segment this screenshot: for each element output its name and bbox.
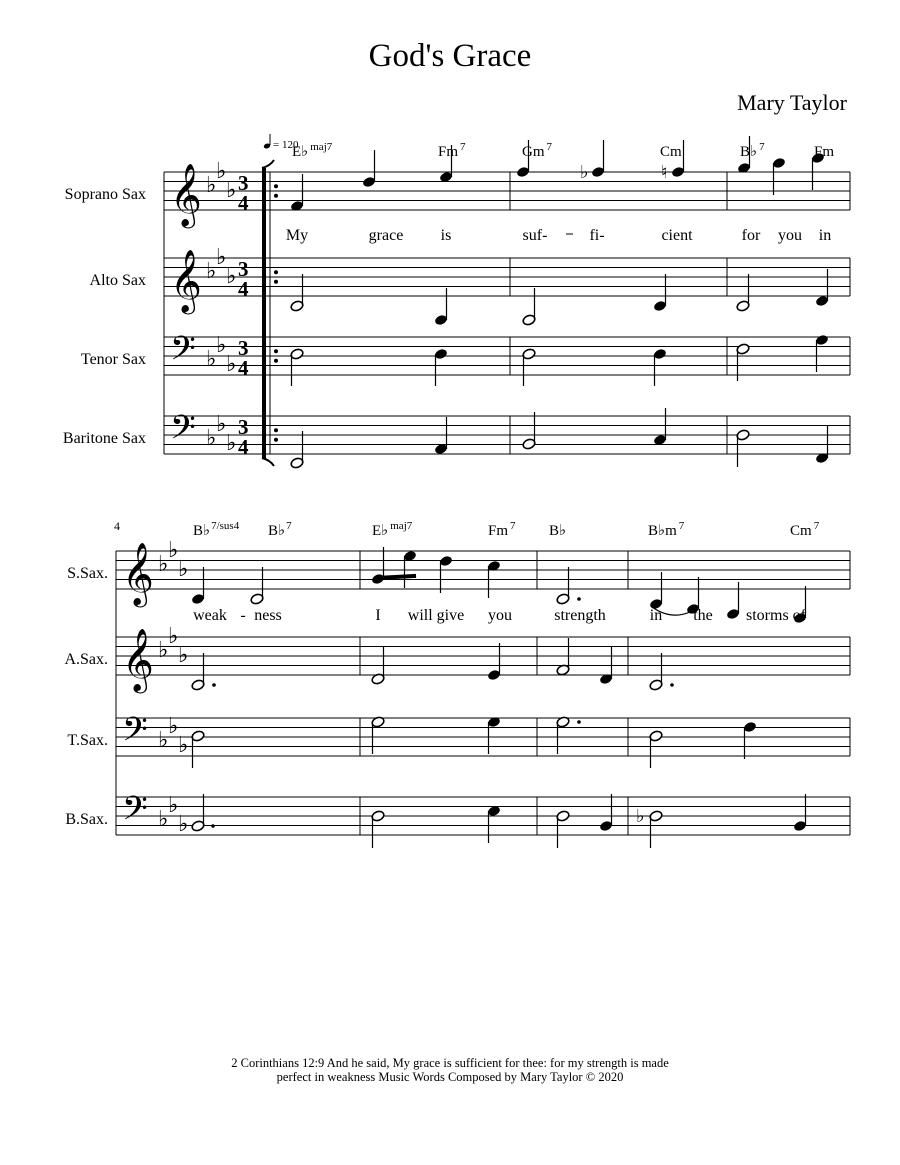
- chord-symbols-system1: [292, 141, 834, 160]
- flat-icon: ♭: [216, 158, 227, 183]
- instrument-short-tenor: T.Sax.: [67, 732, 108, 749]
- bracket-hook: [262, 458, 274, 466]
- flat-icon: ♭: [226, 430, 237, 455]
- flat-icon: ♭: [580, 162, 589, 182]
- time-sig-top: 3: [238, 171, 249, 195]
- bass-clef-icon: 𝄢: [170, 330, 196, 375]
- lyric-syllable: I: [375, 607, 381, 624]
- lyric-syllable: for: [741, 227, 761, 244]
- lyric-syllable: -: [240, 607, 246, 624]
- augmentation-dot: [670, 683, 674, 687]
- tempo-text: = 120: [273, 139, 299, 151]
- instrument-name-soprano: Soprano Sax: [64, 186, 146, 203]
- lyric-syllable: strength: [554, 607, 606, 624]
- repeat-dot: [274, 280, 278, 284]
- lyric-syllable: fi-: [589, 227, 605, 244]
- flat-icon: ♭: [168, 713, 179, 738]
- flat-icon: ♭: [216, 244, 227, 269]
- flat-icon: ♭: [158, 727, 169, 752]
- lyrics-system2: [193, 607, 807, 624]
- flat-icon: ♭: [158, 637, 169, 662]
- augmentation-dot: [577, 597, 581, 601]
- time-sig-bottom: 4: [238, 191, 249, 215]
- flat-icon: ♭: [168, 537, 179, 562]
- chord-symbol: B♭m $^7$: [648, 520, 685, 539]
- composer: Mary Taylor: [737, 90, 847, 115]
- flat-icon: ♭: [206, 425, 217, 450]
- lyric-syllable: you: [488, 607, 512, 624]
- chord-symbol: E♭ $^{maj7}$: [372, 520, 413, 539]
- lyric-syllable: My: [285, 227, 309, 244]
- chord-symbol: Gm $^7$: [522, 141, 552, 160]
- lyric-syllable: you: [778, 227, 802, 244]
- flat-icon: ♭: [206, 258, 217, 283]
- instrument-short-alto: A.Sax.: [64, 651, 108, 668]
- augmentation-dot: [211, 824, 215, 828]
- flat-icon: ♭: [206, 346, 217, 371]
- bass-clef-icon: 𝄢: [122, 790, 148, 835]
- bracket-hook: [262, 160, 274, 168]
- instrument-name-alto: Alto Sax: [89, 272, 146, 289]
- treble-clef-icon: 𝄞: [170, 165, 202, 225]
- bass-clef-icon: 𝄢: [122, 711, 148, 756]
- flat-icon: ♭: [206, 172, 217, 197]
- time-sig-bottom: 4: [238, 277, 249, 301]
- repeat-dot: [274, 194, 278, 198]
- flat-icon: ♭: [226, 263, 237, 288]
- flat-icon: ♭: [158, 806, 169, 831]
- repeat-dot: [274, 349, 278, 353]
- flat-icon: ♭: [168, 792, 179, 817]
- treble-clef-icon: 𝄞: [122, 630, 154, 690]
- treble-clef-icon: 𝄞: [122, 544, 154, 604]
- start-repeat-thick: [262, 168, 266, 458]
- time-sig-top: 3: [238, 336, 249, 360]
- lyric-syllable: ness: [254, 607, 282, 624]
- chord-symbol: Fm $^7$: [488, 520, 516, 539]
- lyric-syllable: will give: [407, 607, 465, 624]
- chord-symbols-system2: [193, 520, 820, 539]
- lyric-syllable: storms of: [746, 607, 806, 624]
- lyric-syllable: weak: [193, 607, 227, 624]
- lyric-syllable: the: [693, 607, 713, 624]
- flat-icon: ♭: [226, 177, 237, 202]
- time-sig-bottom: 4: [238, 435, 249, 459]
- augmentation-dot: [577, 720, 581, 724]
- time-sig-top: 3: [238, 257, 249, 281]
- chord-symbol: E♭ $^{maj7}$: [292, 141, 333, 160]
- augmentation-dot: [212, 683, 216, 687]
- flat-icon: ♭: [178, 556, 189, 581]
- time-signatures: [238, 171, 249, 459]
- time-sig-top: 3: [238, 415, 249, 439]
- repeat-dot: [274, 270, 278, 274]
- natural-icon: ♮: [661, 162, 668, 182]
- lyric-syllable: in: [649, 607, 663, 624]
- chord-symbol: Fm: [814, 144, 835, 160]
- lyric-syllable: grace: [368, 227, 404, 244]
- instrument-short-baritone: B.Sax.: [65, 811, 108, 828]
- chord-symbol: Cm: [660, 144, 682, 160]
- instrument-name-baritone: Baritone Sax: [62, 430, 146, 447]
- flat-icon: ♭: [226, 351, 237, 376]
- chord-symbol: B♭$^7$: [268, 520, 292, 539]
- repeat-dot: [274, 184, 278, 188]
- treble-clef-icon: 𝄞: [170, 251, 202, 311]
- score-title: God's Grace: [368, 38, 532, 74]
- chord-symbol: B♭$^{7/sus4}$: [193, 520, 240, 539]
- lyrics-system1: [286, 227, 831, 244]
- lyric-syllable: in: [818, 227, 832, 244]
- chord-symbol: Fm $^7$: [438, 141, 466, 160]
- flat-icon: ♭: [178, 642, 189, 667]
- lyric-syllable: is: [440, 227, 452, 244]
- repeat-dot: [274, 438, 278, 442]
- flat-icon: ♭: [178, 811, 189, 836]
- chord-symbol: B♭ $^7$: [740, 141, 765, 160]
- repeat-dot: [274, 428, 278, 432]
- instrument-short-soprano: S.Sax.: [67, 565, 108, 582]
- time-sig-bottom: 4: [238, 356, 249, 380]
- flat-icon: ♭: [178, 732, 189, 757]
- flat-icon: ♭: [216, 411, 227, 436]
- measure-number: 4: [114, 519, 120, 533]
- flat-icon: ♭: [168, 623, 179, 648]
- lyric-syllable: cient: [661, 227, 693, 244]
- footer-caption: 2 Corinthians 12:9 And he said, My grace is sufficient for thee: for my strength is made perfect in weakness Music Words Composed by Mary Taylor © 2020: [231, 1056, 669, 1084]
- repeat-dot: [274, 359, 278, 363]
- flat-icon: ♭: [216, 332, 227, 357]
- flat-icon: ♭: [636, 806, 645, 826]
- flat-icon: ♭: [158, 551, 169, 576]
- lyric-syllable: suf-: [522, 227, 548, 244]
- bass-clef-icon: 𝄢: [170, 409, 196, 454]
- chord-symbol: B♭: [549, 523, 567, 539]
- instrument-name-tenor: Tenor Sax: [80, 351, 146, 368]
- chord-symbol: Cm $^7$: [790, 520, 820, 539]
